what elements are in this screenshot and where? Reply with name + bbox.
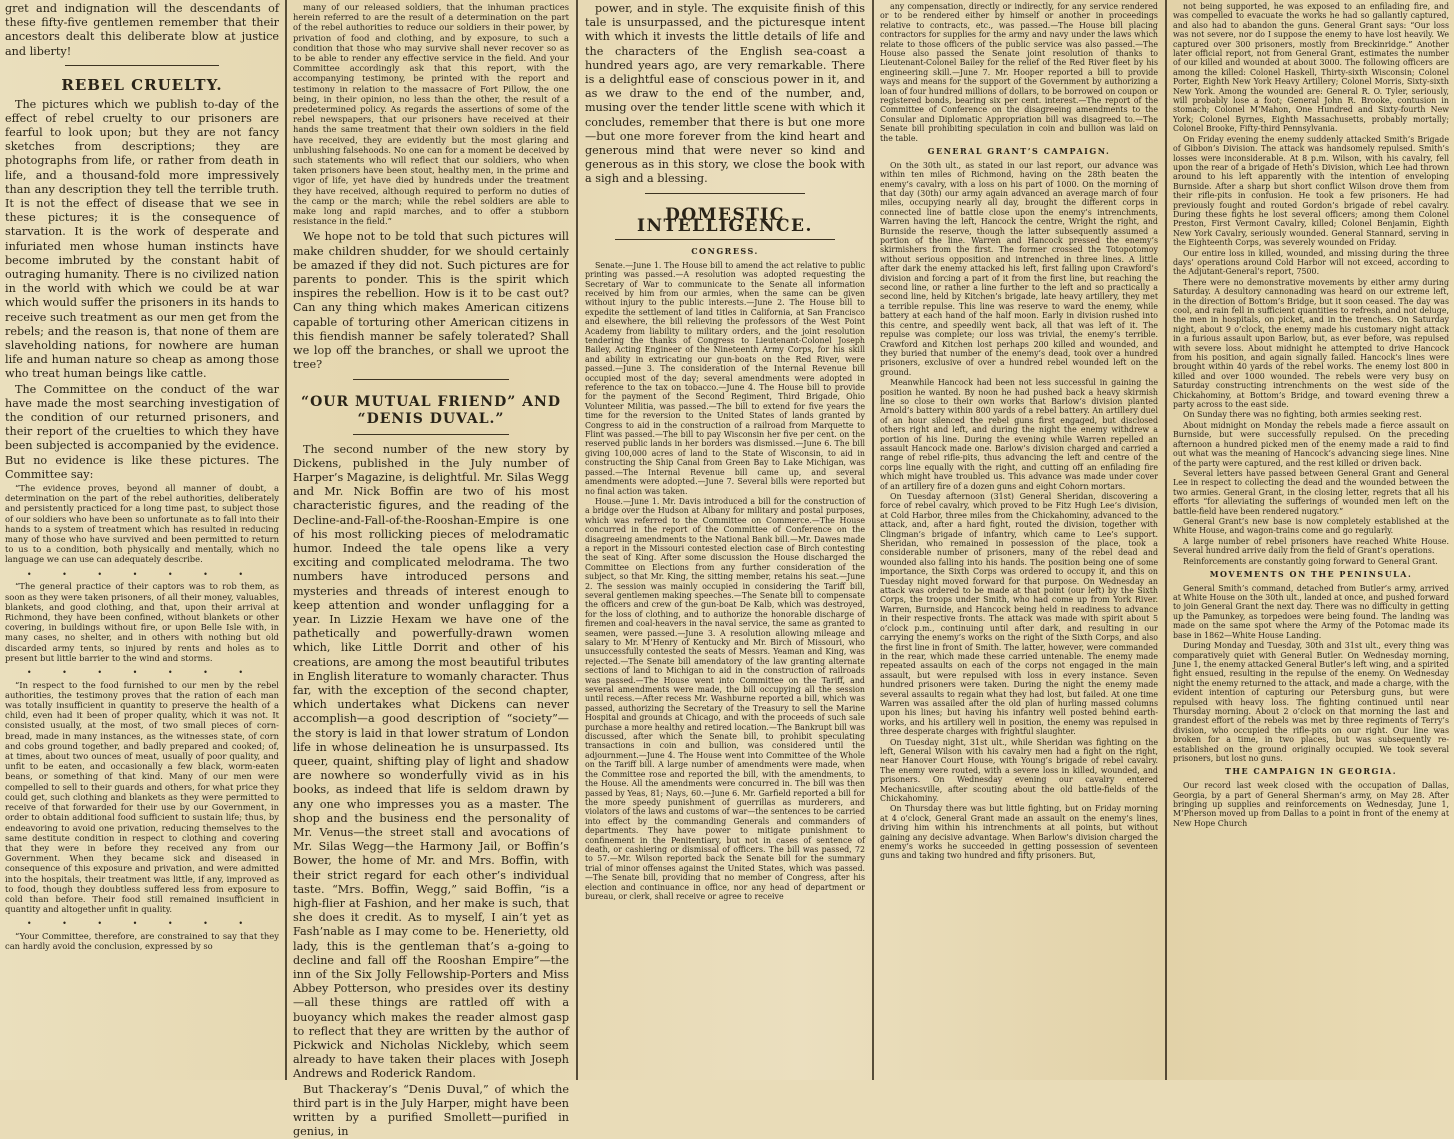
ellipsis-dots: • • • • • • •	[26, 667, 258, 677]
paragraph: About midnight on Monday the rebels made a fierce assault on Burnside, but were successfully repulsed. On the preceding afternoon a hundred picked men of the enemy made a raid to find out what was the meaning of Hancock’s advancing siege lines. Nine of the party were captured, and the rest killed or driven back.	[1173, 420, 1449, 468]
headline-our-mutual-friend: “OUR MUTUAL FRIEND” AND “DENIS DUVAL.”	[301, 393, 561, 427]
quoted-paragraph: “The evidence proves, beyond all manner of doubt, a determination on the part of the rebel authorities, deliberately and persistently practiced for a long time past, to subject those of our soldiers who have been so unfortunate as to fall into their hands to a system of treatment which has resulted in reducing many of those who have survived and been permitted to return to us to a condition, both physically and mentally, which no language we can use can adequately describe.	[5, 483, 279, 565]
subheading-congress: CONGRESS.	[691, 246, 759, 257]
quoted-paragraph: “In respect to the food furnished to our men by the rebel authorities, the testimony proves that the ration of each man was totally insufficient in quantity to preserve the health of a child, even had it been of proper quality, which it was not. It consisted usually, at the most, of two small pieces of corn-bread, made in many instances, as the witnesses state, of corn and cobs ground together, and badly prepared and cooked; of, at times, about two ounces of meat, usually of poor quality, and unfit to be eaten, and occasionally a few black, worm-eaten beans, or something of that kind. Many of our men were compelled to sell to their guards and others, for what price they could get, such clothing and blankets as they were permitted to receive of that forwarded for their use by our Government, in order to obtain additional food sufficient to sustain life; thus, by endeavoring to avoid one privation, reducing themselves to the same destitute condition in respect to clothing and covering that they were in before they received any from our Government. When they became sick and diseased in consequence of this exposure and privation, and were admitted into the hospitals, their treatment was little, if any, improved as to food, though they doubtless suffered less from exposure to cold than before. Their food still remained insufficient in quantity and altogether unfit in quality.	[5, 679, 279, 915]
paragraph: There were no demonstrative movements by either army during Saturday. A desultory cannonading was heard on our extreme left, in the direction of Bottom’s Bridge, but it soon ceased. The day was cool, and rain fell in sufficient quantities to refresh, and not deluge, the men in hospitals, on picket, and in the trenches. On Saturday night, about 9 o’clock, the enemy made his customary night attack in a furious assault upon Barlow, but, as ever before, was repulsed with severe loss. About midnight he attempted to drive Hancock from his position, and again signally failed. Hancock’s lines were brought within 40 yards of the rebel works. The enemy lost 800 in killed and over 1000 wounded. The rebels were very busy on Saturday constructing intrenchments on the west side of the Chickahominy, at Bottom’s Bridge, and toward evening threw a party across to the east side.	[1173, 277, 1449, 410]
divider	[353, 434, 509, 435]
paragraph: The pictures which we publish to-day of the effect of rebel cruelty to our prisoners are fearful to look upon; but they are not fancy sketches from descriptions; they are photographs from life, or rather from death in life, and a thousand-fold more impressively than any description they tell the terrible truth. It is not the effect of disease that we see in these pictures; it is the consequence of starvation. It is the work of desperate and infuriated men whose human instincts have become imbruted by the constant habit of outraging humanity. There is no civilized nation in the world with which we could be at war which would suffer the prisoners in its hands to receive such treatment as our men get from the rebels; and the reason is, that none of them are slaveholding nations, for nowhere are human life and human nature so cheap as among those who treat human beings like cattle.	[5, 97, 279, 381]
column-4	[875, 0, 1163, 1080]
subheading-grants-campaign: GENERAL GRANT’S CAMPAIGN.	[927, 146, 1111, 157]
paragraph-house: House.—June 1. Mr. Davis introduced a bill for the construction of a bridge over the Hudson at Albany for military and postal purposes, which was referred to the Committee on Commerce.—The House concurred in the report of the Committee of Conference on the disagreeing amendments to the National Bank bill.—Mr. Dawes made a report in the Missouri contested election case of Birch contesting the seat of King. After some discussion the House discharged the Committee on Elections from any further consideration of the subject, so that Mr. King, the sitting member, retains his seat.—June 2. The session was mainly occupied in considering the Tariff bill, several gentlemen making speeches.—The Senate bill to compensate the officers and crew of the gun-boat De Kalb, which was destroyed, for the loss of clothing, and to authorize the honorable discharge of firemen and coal-heavers in the naval service, the same as granted to seamen, were passed.—June 3. A resolution allowing mileage and salary to Mr. M’Henry of Kentucky and Mr. Birch of Missouri, who unsuccessfully contested the seats of Messrs. Yeaman and King, was rejected.—The Senate bill amendatory of the law granting alternate sections of land to Michigan to aid in the construction of railroads was passed.—The House went into Committee on the Tariff, and several amendments were made, the bill occupying all the session until recess.—After recess Mr. Washburne reported a bill, which was passed, authorizing the Secretary of the Treasury to sell the Marine Hospital and grounds at Chicago, and with the proceeds of such sale purchase a more healthy and retired location.—The Bankrupt bill was discussed, after which the Senate bill, to prohibit speculating transactions in coin and bullion, was considered until the adjournment.—June 4. The House went into Committee of the Whole on the Tariff bill. A large number of amendments were made, when the Committee rose and reported the bill, with the amendments, to the House. All the amendments were concurred in. The bill was then passed by Yeas, 81; Nays, 60.—June 6. Mr. Garfield reported a bill for the more speedy punishment of guerrillas as murderers, and violators of the laws and customs of war—the sentences to be carried into effect by the commanding Generals and commanders of departments. They have power to mitigate punishment to confinement in the Penitentiary, but not in cases of sentence of death, or cashiering or dismissal of officers. The bill was passed, 72 to 57.—Mr. Wilson reported back the Senate bill for the summary trial of minor offenses against the United States, which was passed.—The Senate bill, providing that no member of Congress, after his election and continuance in office, nor any head of department or bureau, or clerk, shall receive or agree to receive	[585, 496, 865, 901]
column-rule	[285, 0, 287, 1080]
column-5	[1168, 0, 1454, 1080]
column-rule	[1165, 0, 1167, 1080]
quoted-paragraph: “Your Committee, therefore, are constrained to say that they can hardly avoid the conclusion, expressed by so	[5, 931, 279, 952]
paragraph: Our record last week closed with the occupation of Dallas, Georgia, by a part of General Sherman’s army, on May 28. After bringing up supplies and reinforcements on Wednesday, June 1, M’Pherson moved up from Dallas to a point in front of the enemy at New Hope Church	[1173, 781, 1449, 828]
paragraph: power, and in style. The exquisite finish of this tale is unsurpassed, and the picturesque intent with which it invests the little details of life and the characters of the English sea-coast a hundred years ago, are very remarkable. There is a delightful ease of conscious power in it, and as we draw to the end of the number, and, musing over the tender little scene with which it concludes, remember that there is but one more—but one more forever from the kind heart and generous mind that were never so kind and generous as in this story, we close the book with a sigh and a blessing.	[585, 2, 865, 186]
column-1	[0, 0, 284, 1080]
paragraph: The second number of the new story by Dickens, published in the July number of Harper’s Magazine, is delightful. Mr. Silas Wegg and Mr. Nick Boffin are two of his most characteristic figures, and the reading of the Decline-and-Fall-of-the-Rooshan-Empire is one of his most rollicking pieces of melodramatic humor. Indeed the tale opens like a very exciting and complicated melodrama. The two numbers have introduced persons and mysteries and threads of interest enough to keep attention and wonder unflagging for a year. In Lizzie Hexam we have one of the pathetically and powerfully-drawn women which, like Little Dorrit and other of his creations, are among the most beautiful tributes in English literature to womanly character. Thus far, with the exception of the second chapter, which undertakes what Dickens can never accomplish—a good description of “society”—the story is laid in that lower stratum of London life in whose delineation he is unsurpassed. Its queer, quaint, shifting play of light and shadow are nowhere so wonderfully vivid as in his books, as indeed that life is seldom drawn by any one who impresses you as a master. The shop and the business end the personality of Mr. Venus—the street stall and avocations of Mr. Silas Wegg—the Harmony Jail, or Boffin’s Bower, the home of Mr. and Mrs. Boffin, with their strict regard for each other’s individual taste. “Mrs. Boffin, Wegg,” said Boffin, “is a high-flier at Fashion, and her make is such, that she does it credit. As to myself, I ain’t yet as Fash’nable as I may come to be. Henerietty, old lady, this is the gentleman that’s a-going to decline and fall off the Rooshan Empire”—the inn of the Six Jolly Fellowship-Porters and Miss Abbey Potterson, who presides over its destiny—all these things are rattled off with a buoyancy which makes the reader almost gasp to reflect that they are written by the author of Pickwick and Nicholas Nickleby, which seem already to have taken their places with Joseph Andrews and Roderick Random.	[293, 442, 569, 1081]
column-2	[288, 0, 574, 1139]
paragraph: We hope not to be told that such pictures will make children shudder, for we should certainly be amazed if they did not. Such pictures are for parents to ponder. This is the spirit which inspires the rebellion. How is it to be cast out? Can any thing which makes American citizens capable of torturing other American citizens in this fiendish manner be safely tolerated? Shall we lop off the branches, or shall we uproot the tree?	[293, 230, 569, 372]
paragraph-senate: Senate.—June 1. The House bill to amend the act relative to public printing was passed.—A resolution was adopted requesting the Secretary of War to communicate to the Senate all information received by him from our armies, when the same can be given without injury to the public interests.—June 2. The House bill to expedite the settlement of land titles in California, at San Francisco and elsewhere, the bill relieving the professors of the West Point Academy from liability to military orders, and the joint resolution tendering the thanks of Congress to Lieutenant-Colonel Joseph Bailey, Acting Engineer of the Nineteenth Army Corps, for his skill and ability in extricating our gun-boats on the Red River, were passed.—June 3. The consideration of the Internal Revenue bill occupied most of the day; several amendments were adopted in reference to the tax on tobacco.—June 4. The House bill to provide for the payment of the Second Regiment, Third Brigade, Ohio Volunteer Militia, was passed.—The bill to extend for five years the time for the reversion to the United States of lands granted by Congress to aid in the construction of a railroad from Marquette to Flint was passed.—The bill to pay Wisconsin her five per cent. on the reserved public lands in her borders was dismissed.—June 6. The bill giving 100,000 acres of land to the State of Wisconsin, to aid in constructing the Ship Canal from Green Bay to Lake Michigan, was passed.—The Internal Revenue bill came up, and several amendments were adopted.—June 7. Several bills were reported but no final action was taken.	[585, 260, 865, 496]
paragraph: General Grant’s new base is now completely established at the White House, and wagon-trains come and go regularly.	[1173, 516, 1449, 536]
paragraph: During Monday and Tuesday, 30th and 31st ult., every thing was comparatively quiet with General Butler. On Wednesday morning, June 1, the enemy attacked General Butler’s left wing, and a spirited fight ensued, resulting in the repulse of the enemy. On Wednesday night the enemy returned to the attack, and made a charge, with the evident intention of capturing our Petersburg guns, but were repulsed with heavy loss. The fighting continued until near Thursday morning. About 2 o’clock on that morning the last and grandest effort of the rebels was met by three regiments of Terry’s division, who occupied the rifle-pits on our right. Our line was broken for a time, in two places, but was subsequently re-established on the ground originally occupied. We took several prisoners, but lost no guns.	[1173, 641, 1449, 763]
subheading-peninsula: MOVEMENTS ON THE PENINSULA.	[1209, 568, 1413, 579]
headline-rebel-cruelty: REBEL CRUELTY.	[61, 75, 223, 94]
paragraph: On Thursday there was but little fighting, but on Friday morning at 4 o’clock, General Grant made an assault on the enemy’s lines, driving him within his intrenchments at all points, but without gaining any decisive advantage. When Barlow’s division charged the enemy’s works he succeeded in getting possession of seventeen guns and taking two hundred and fifty prisoners. But,	[880, 804, 1158, 861]
column-rule	[576, 0, 578, 1080]
paragraph: Reinforcements are constantly going forward to General Grant.	[1183, 556, 1438, 566]
column-rule	[872, 0, 874, 1080]
divider	[353, 379, 509, 380]
paragraph: On Friday evening the enemy suddenly attacked Smith’s Brigade of Gibbon’s Division. The attack was handsomely repulsed. Smith’s losses were inconsiderable. At 8 p.m. Wilson, with his cavalry, fell upon the rear of a brigade of Heth’s Division, which Lee had thrown around to his left apparently with the intention of enveloping Burnside. After a sharp but short conflict Wilson drove them from their rifle-pits in confusion. He took a few prisoners. He had previously fought and routed Gordon’s brigade of rebel cavalry. During these fights he lost several officers; among them Colonel Preston, First Vermont Cavalry, killed; Colonel Benjamin, Eighth New York Cavalry, seriously wounded. General Stannard, serving in the Eighteenth Corps, was severely wounded on Friday.	[1173, 134, 1449, 248]
paragraph: Our entire loss in killed, wounded, and missing during the three days’ operations around Cold Harbor will not exceed, according to the Adjutant-General’s report, 7500.	[1173, 248, 1449, 277]
paragraph: not being supported, he was exposed to an enfilading fire, and was compelled to evacuate the works he had so gallantly captured, and also had to abandon the guns. General Grant says: “Our loss was not severe, nor do I suppose the enemy to have lost heavily. We captured over 300 prisoners, mostly from Breckinridge.” Another later official report, not from General Grant, estimates the number of our killed and wounded at about 3000. The following officers are among the killed: Colonel Haskell, Thirty-sixth Wisconsin; Colonel Porter, Eighth New York Heavy Artillery; Colonel Morris, Sixty-sixth New York. Among the wounded are: General R. O. Tyler, seriously, will probably lose a foot; General John R. Brooke, contusion in stomach; Colonel M’Mahon, One Hundred and Sixty-fourth New York; Colonel Byrnes, Eighth Massachusetts, probably mortally; Colonel Brooke, Fifty-third Pennsylvania.	[1173, 2, 1449, 134]
paragraph: Several letters have passed between General Grant and General Lee in respect to collecting the dead and the wounded between the two armies. General Grant, in the closing letter, regrets that all his efforts “for alleviating the sufferings of wounded men left on the battle-field have been rendered nugatory.”	[1173, 468, 1449, 516]
paragraph: Meanwhile Hancock had been not less successful in gaining the position he wanted. By noon he had pushed back a heavy skirmish line so close to their own works that Barlow’s division planted Arnold’s battery within 800 yards of a rebel battery. An artillery duel of an hour silenced the rebel guns first engaged, but disclosed others right and left, and during the night the enemy withdrew a portion of his line. During the evening while Warren repelled an assault Hancock made one. Barlow’s division charged and carried a range of rebel rifle-pits, thus advancing the left and centre of the corps line equally with the right, and cutting off an enfilading fire which might have troubled us. This advance was made under cover of an artillery fire of a dozen guns and eight Cohorn mortars.	[880, 378, 1158, 491]
paragraph: On the 30th ult., as stated in our last report, our advance was within ten miles of Richmond, having on the 28th beaten the enemy’s cavalry, with a loss on his part of 1000. On the morning of that day (30th) our army again advanced an average march of four miles, occupying nearly all day, brought the different corps in connected line of battle close upon the enemy’s intrenchments, Warren having the left, Hancock the centre, Wright the right, and Burnside the reserve, though the latter subsequently assumed a portion of the line. Warren and Hancock pressed the enemy’s skirmishers from the first. The former crossed the Totopotomoy without serious opposition and intrenched in three lines. A little after dark the enemy attacked his left, first falling upon Crawford’s division and forcing a part of it from the first line, but reaching the second line, or rather a line further to the left and so practically a second line, held by Kitchen’s brigade, late heavy artillery, they met a terrible repulse. This line was reserve to ward the enemy, while battery at each hand of the half moon. Early in division rushed into this centre, and speedily went back, all that was left of it. The repulse was complete; our loss was trivial, the enemy’s terrible. Crawford and Kitchen lost perhaps 200 killed and wounded, and they buried that number of the enemy’s dead, took over a hundred prisoners, exclusive of over a hundred rebel wounded left on the ground.	[880, 160, 1158, 377]
quoted-paragraph: “The general practice of their captors was to rob them, as soon as they were taken prisoners, of all their money, valuables, blankets, and good clothing, and that, upon their arrival at Richmond, they have been confined, without blankets or other covering, in buildings without fire, or upon Belle Isle with, in many cases, no shelter, and in others with nothing but old discarded army tents, so injured by rents and holes as to present but little barrier to the wind and storms.	[5, 581, 279, 663]
divider	[615, 239, 835, 240]
col1-lead-text: gret and indignation will the descendants of these fifty-five gentlemen remember that their ancestors dealt this deliberate blow at justice and liberty!	[5, 2, 279, 58]
paragraph: General Smith’s command, detached from Butler’s army, arrived at White House on the 30th ult., landed at once, and pushed forward to join General Grant the next day. There was no difficulty in getting up the Pamunkey, as torpedoes were being found. The landing was made on the same spot where the Army of the Potomac made its base in 1862—White House Landing.	[1173, 583, 1449, 640]
ellipsis-dots: • • • • • • •	[26, 919, 258, 929]
divider	[645, 193, 805, 194]
paragraph: But Thackeray’s “Denis Duval,” of which the third part is in the July Harper, might have been written by a purified Smollett—purified in genius, in	[293, 1082, 569, 1139]
paragraph: On Tuesday night, 31st ult., while Sheridan was fighting on the left, General Wilson with his cavalry men had a fight on the right, near Hanover Court House, with Young’s brigade of rebel cavalry. The enemy were routed, with a severe loss in killed, wounded, and prisoners. On Wednesday evening our cavalry entered Mechanicsville, after scouting about the old battle-fields of the Chickahominy.	[880, 737, 1158, 804]
subheading-georgia: THE CAMPAIGN IN GEORGIA.	[1224, 766, 1398, 777]
paragraph: A large number of rebel prisoners have reached White House. Several hundred arrive daily from the field of Grant’s operations.	[1173, 536, 1449, 556]
headline-domestic-intelligence: DOMESTIC INTELLIGENCE.	[637, 204, 813, 237]
divider	[65, 65, 219, 66]
ellipsis-dots: • • • • • • •	[26, 569, 258, 579]
column-3	[580, 0, 870, 1080]
paragraph: The Committee on the conduct of the war have made the most searching investigation of the condition of our returned prisoners, and their report of the cruelties to which they have been subjected is accompanied by the evidence. But no evidence is like these pictures. The Committee say:	[5, 382, 279, 481]
paragraph: On Sunday there was no fighting, both armies seeking rest.	[1183, 410, 1422, 420]
paragraph: any compensation, directly or indirectly, for any service rendered or to be rendered either by himself or another in proceedings relative to contracts, etc., was passed.—The House bill placing contractors for supplies for the army and navy under the laws which relate to those officers of the public service was also passed.—The House also passed the Senate joint resolution of thanks to Lieutenant-Colonel Bailey for the relief of the Red River fleet by his engineering skill.—June 7. Mr. Hooper reported a bill to provide ways and means for the support of the Government by authorizing a loan of four hundred millions of dollars, to be borrowed on coupon or registered bonds, bearing six per cent. interest.—The report of the Committee of Conference on the disagreeing amendments to the Consular and Diplomatic Appropriation bill was disagreed to.—The Senate bill prohibiting speculation in coin and bullion was laid on the table.	[880, 2, 1158, 143]
quoted-paragraph: many of our released soldiers, that the inhuman practices herein referred to are the result of a determination on the part of the rebel authorities to reduce our soldiers in their power, by privation of food and clothing, and by exposure, to such a condition that those who may survive shall never recover so as to be able to render any effective service in the field. And your Committee accordingly ask that this report, with the accompanying testimony, be printed with the report and testimony in relation to the massacre of Fort Pillow, the one being, in their opinion, no less than the other, the result of a predetermined policy. As regards the assertions of some of the rebel newspapers, that our prisoners have received at their hands the same treatment that their own soldiers in the field have received, they are evidently but the most glaring and unblushing falsehoods. No one can for a moment be deceived by such statements who will reflect that our soldiers, who when taken prisoners have been stout, healthy men, in the prime and vigor of life, yet have died by hundreds under the treatment they have received, although required to perform no duties of the camp or the march; while the rebel soldiers are able to make long and rapid marches, and to offer a stubborn resistance in the field.”	[293, 2, 569, 227]
paragraph: On Tuesday afternoon (31st) General Sheridan, discovering a force of rebel cavalry, which proved to be Fitz Hugh Lee’s division, at Cold Harbor, three miles from the Chickahominy, advanced to the attack, and, after a hard fight, routed the division, together with Clingman’s brigade of infantry, which came to Lee’s support. Sheridan, who remained in possession of the place, took a considerable number of prisoners, many of the rebel dead and wounded also falling into his hands. The position being one of some importance, the Sixth Corps was ordered to occupy it, and this on Tuesday night moved forward for that purpose. On Wednesday an attack was ordered to be made at that point (our left) by the Sixth Corps, the troops under Smith, who had come up from York River. Warren, Burnside, and Hancock being held in readiness to advance in their respective fronts. The attack was made with spirit about 5 o’clock p.m., continuing until after dark, and resulting in our carrying the enemy’s works on the right of the Sixth Corps, and also the first line in front of Smith. The latter, however, were commanded in the rear, which made these carried untenable. The enemy made repeated assaults on each of the corps not engaged in the main assault, but were repulsed with loss in every instance. Seven hundred prisoners were taken. During the night the enemy made several assaults to regain what they had lost, but failed. At one time Warren was assailed after the old plan of hurling massed columns upon his lines; but having his infantry well posted behind earth-works, and his artillery well in position, the enemy was repulsed in three desperate charges with frightful slaughter.	[880, 492, 1158, 737]
